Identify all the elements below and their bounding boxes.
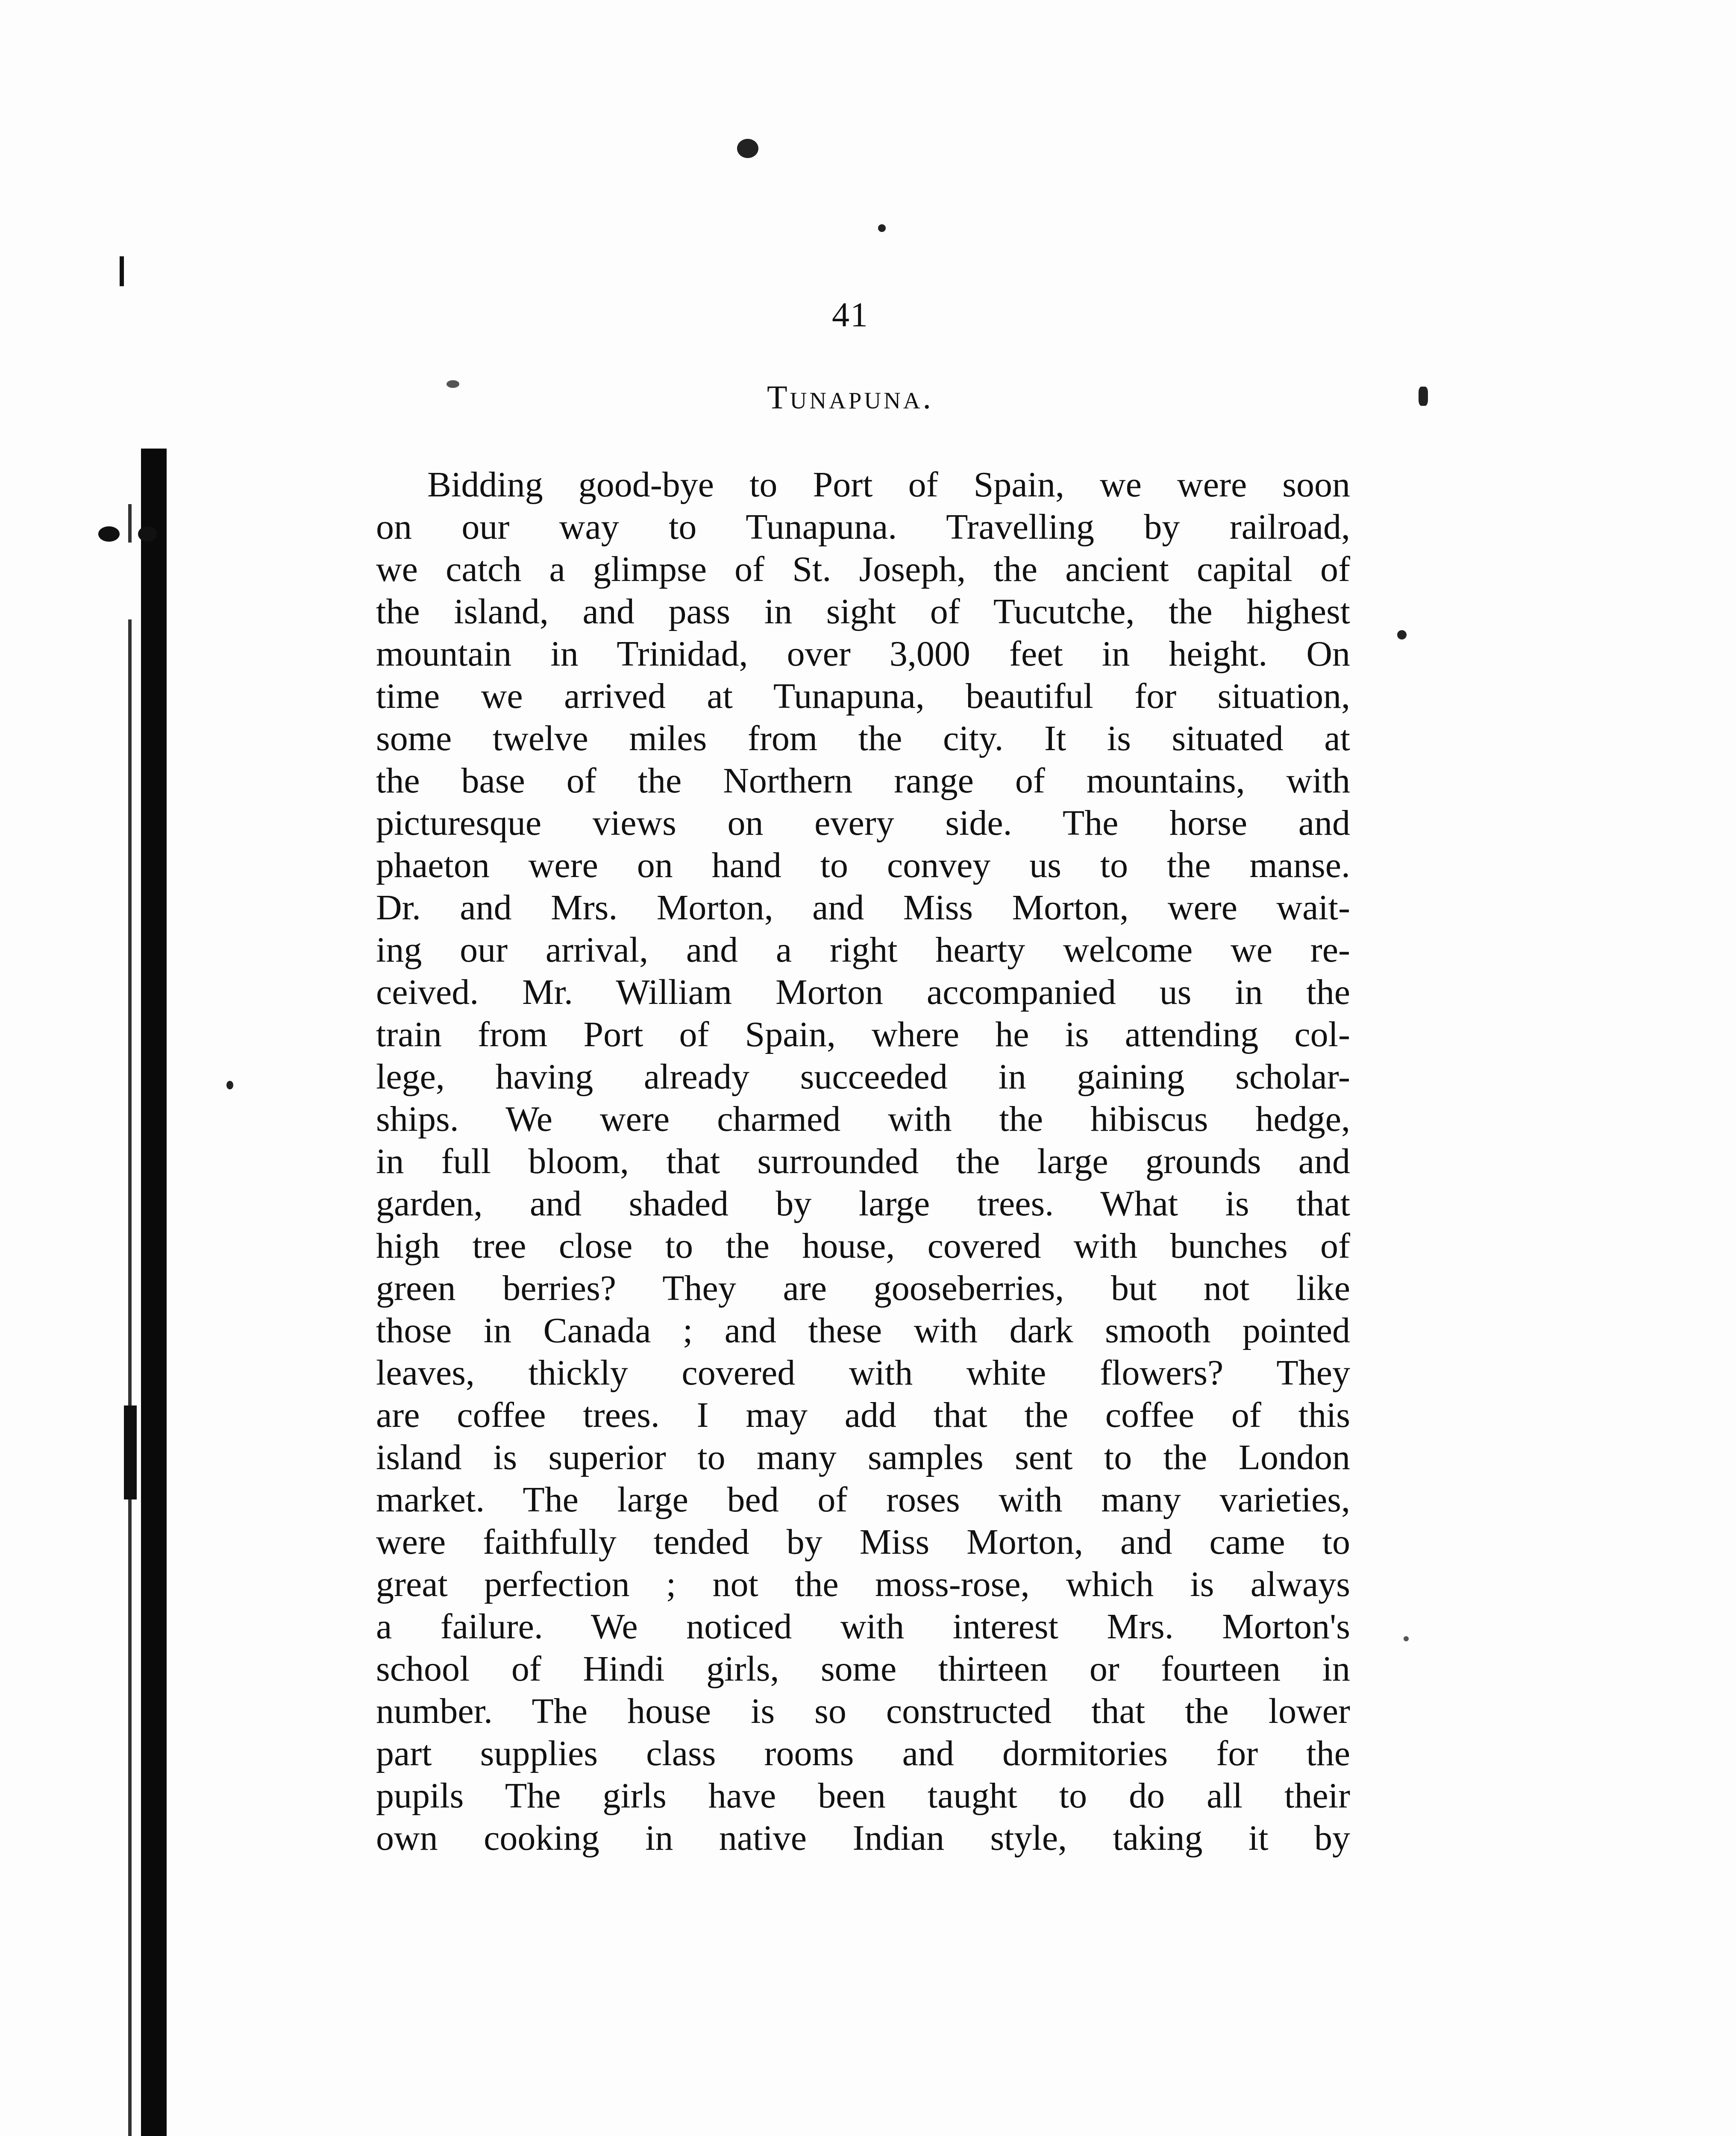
binding-shadow bbox=[141, 449, 167, 2136]
ink-speck-4 bbox=[1397, 630, 1407, 640]
text-line: great perfection ; not the moss-rose, which is always bbox=[376, 1564, 1350, 1604]
text-line: school of Hindi girls, some thirteen or fourteen in bbox=[376, 1649, 1350, 1689]
text-line: Bidding good-bye to Port of Spain, we were soon bbox=[427, 465, 1350, 505]
text-line: own cooking in native Indian style, taking it by bbox=[376, 1818, 1350, 1858]
text-line: the island, and pass in sight of Tucutche, the highest bbox=[376, 592, 1350, 631]
text-line: on our way to Tunapuna. Travelling by railroad, bbox=[376, 507, 1350, 547]
text-line: ships. We were charmed with the hibiscus hedge, bbox=[376, 1099, 1350, 1139]
text-line: part supplies class rooms and dormitories for the bbox=[376, 1734, 1350, 1773]
text-line: island is superior to many samples sent to the London bbox=[376, 1438, 1350, 1477]
text-line: picturesque views on every side. The horse and bbox=[376, 803, 1350, 843]
text-line: we catch a glimpse of St. Joseph, the ancient capital of bbox=[376, 549, 1350, 589]
text-line: those in Canada ; and these with dark smooth pointed bbox=[376, 1311, 1350, 1350]
text-line: mountain in Trinidad, over 3,000 feet in height. On bbox=[376, 634, 1350, 674]
text-line: ing our arrival, and a right hearty welcome we re- bbox=[376, 930, 1350, 970]
binding-mark-upper bbox=[128, 504, 132, 543]
ink-speck-5 bbox=[446, 380, 459, 388]
binding-edge bbox=[0, 0, 188, 2136]
ink-speck-3 bbox=[1419, 387, 1428, 406]
binding-line-thin bbox=[128, 619, 132, 2136]
binding-mark-top bbox=[120, 256, 124, 286]
text-line: Dr. and Mrs. Morton, and Miss Morton, were wait- bbox=[376, 888, 1350, 927]
ink-speck-top bbox=[737, 139, 758, 158]
text-line: train from Port of Spain, where he is attending col- bbox=[376, 1015, 1350, 1054]
running-title: Tunapuna. bbox=[767, 378, 934, 416]
text-line: were faithfully tended by Miss Morton, and came to bbox=[376, 1522, 1350, 1562]
text-line: pupils The girls have been taught to do all their bbox=[376, 1776, 1350, 1816]
text-line: the base of the Northern range of mountains, with bbox=[376, 761, 1350, 801]
text-line: phaeton were on hand to convey us to the manse. bbox=[376, 845, 1350, 885]
ink-speck-2 bbox=[878, 224, 886, 232]
text-line: green berries? They are gooseberries, but not like bbox=[376, 1268, 1350, 1308]
text-line: ceived. Mr. William Morton accompanied us in the bbox=[376, 972, 1350, 1012]
text-line: high tree close to the house, covered with bunches of bbox=[376, 1226, 1350, 1266]
text-line: garden, and shaded by large trees. What is that bbox=[376, 1184, 1350, 1224]
binding-blot-1 bbox=[98, 526, 120, 542]
text-line: some twelve miles from the city. It is situated at bbox=[376, 719, 1350, 758]
page-number: 41 bbox=[832, 295, 869, 334]
text-line: leaves, thickly covered with white flowers? They bbox=[376, 1353, 1350, 1393]
text-line: in full bloom, that surrounded the large grounds and bbox=[376, 1141, 1350, 1181]
binding-blot-2 bbox=[138, 526, 157, 542]
body-text bbox=[376, 464, 1350, 1859]
binding-mark-lower bbox=[124, 1405, 137, 1499]
text-line: market. The large bed of roses with many varieties, bbox=[376, 1480, 1350, 1520]
ink-speck-6 bbox=[226, 1081, 233, 1089]
text-line: lege, having already succeeded in gaining scholar- bbox=[376, 1057, 1350, 1097]
text-line: a failure. We noticed with interest Mrs. Morton's bbox=[376, 1607, 1350, 1646]
text-line: time we arrived at Tunapuna, beautiful for situation, bbox=[376, 676, 1350, 716]
ink-speck-7 bbox=[1404, 1636, 1409, 1641]
text-line: number. The house is so constructed that the lower bbox=[376, 1691, 1350, 1731]
binding-mark-mid bbox=[128, 654, 132, 675]
text-line: are coffee trees. I may add that the coffee of this bbox=[376, 1395, 1350, 1435]
